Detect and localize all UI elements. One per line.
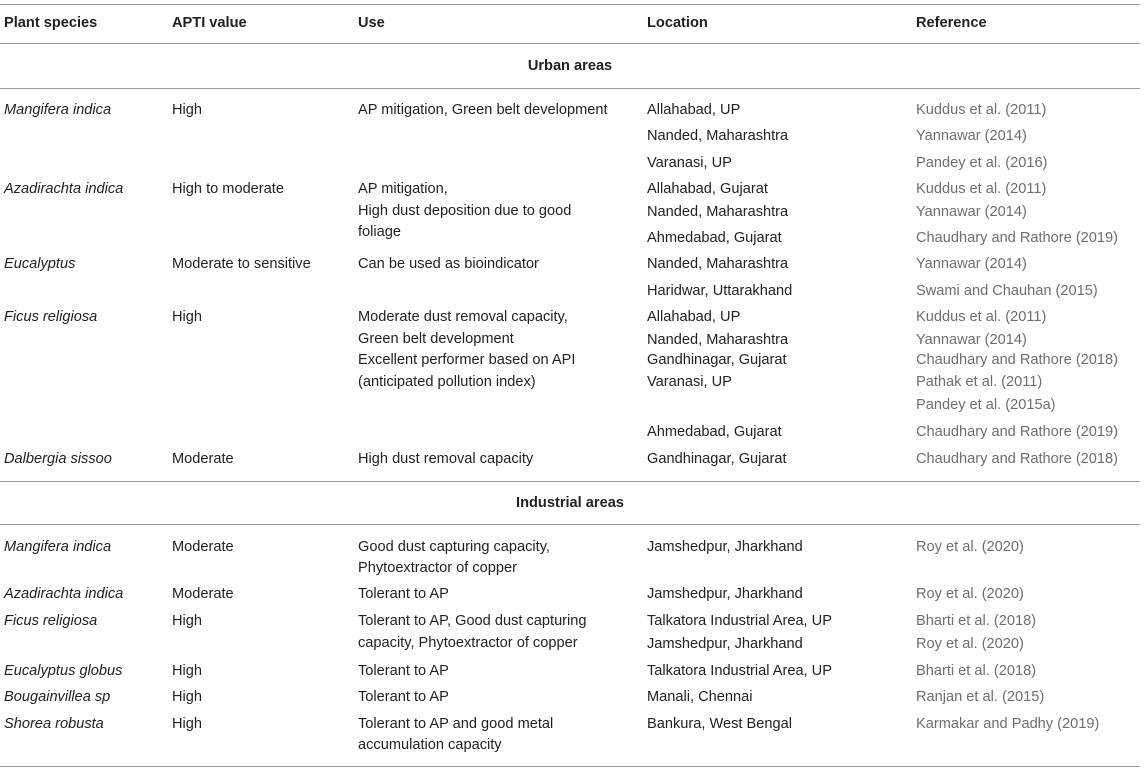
location-cell: Nanded, Maharashtra — [647, 204, 789, 220]
apti-cell: Moderate — [172, 451, 234, 467]
use-line: foliage — [358, 224, 402, 240]
location-cell: Haridwar, Uttarakhand — [647, 283, 793, 299]
rule-urban-section — [0, 88, 1140, 89]
rule-industrial-top — [0, 481, 1140, 482]
location-cell: Manali, Chennai — [647, 689, 753, 705]
header-location: Location — [647, 15, 708, 31]
reference-cell: Ranjan et al. (2015) — [916, 689, 1045, 705]
species-cell: Ficus religiosa — [4, 613, 98, 629]
apti-cell: Moderate — [172, 586, 234, 602]
reference-cell: Swami and Chauhan (2015) — [916, 283, 1098, 299]
location-cell: Allahabad, Gujarat — [647, 181, 768, 197]
apti-cell: High — [172, 716, 203, 732]
use-line: Tolerant to AP — [358, 663, 449, 679]
use-line: accumulation capacity — [358, 737, 502, 753]
reference-cell: Yannawar (2014) — [916, 204, 1027, 220]
location-cell: Allahabad, UP — [647, 102, 741, 118]
apti-cell: High — [172, 663, 203, 679]
reference-cell: Yannawar (2014) — [916, 128, 1027, 144]
apti-cell: Moderate — [172, 539, 234, 555]
reference-cell: Kuddus et al. (2011) — [916, 181, 1047, 197]
species-cell: Bougainvillea sp — [4, 689, 111, 705]
use-line: capacity, Phytoextractor of copper — [358, 635, 578, 651]
use-line: AP mitigation, Green belt development — [358, 102, 608, 118]
location-cell: Ahmedabad, Gujarat — [647, 230, 782, 246]
apti-cell: High — [172, 689, 203, 705]
reference-cell: Chaudhary and Rathore (2019) — [916, 230, 1119, 246]
reference-cell: Chaudhary and Rathore (2018) — [916, 451, 1119, 467]
reference-cell: Roy et al. (2020) — [916, 636, 1024, 652]
reference-cell: Chaudhary and Rathore (2018) — [916, 352, 1119, 368]
species-cell: Azadirachta indica — [4, 586, 124, 602]
use-line: Moderate dust removal capacity, — [358, 309, 568, 325]
reference-cell: Chaudhary and Rathore (2019) — [916, 424, 1119, 440]
use-line: Green belt development — [358, 331, 514, 347]
reference-cell: Bharti et al. (2018) — [916, 613, 1037, 629]
section-title-urban: Urban areas — [527, 58, 613, 74]
location-cell: Varanasi, UP — [647, 155, 732, 171]
header-use: Use — [358, 15, 385, 31]
species-cell: Shorea robusta — [4, 716, 104, 732]
location-cell: Nanded, Maharashtra — [647, 128, 789, 144]
species-cell: Eucalyptus globus — [4, 663, 123, 679]
use-line: Tolerant to AP — [358, 586, 449, 602]
section-title-industrial: Industrial areas — [516, 495, 624, 511]
use-line: Can be used as bioindicator — [358, 256, 539, 272]
location-cell: Talkatora Industrial Area, UP — [647, 613, 832, 629]
species-cell: Ficus religiosa — [4, 309, 98, 325]
reference-cell: Pathak et al. (2011) — [916, 374, 1043, 390]
rule-industrial-section — [0, 524, 1140, 525]
use-line: Phytoextractor of copper — [358, 560, 517, 576]
reference-cell: Pandey et al. (2016) — [916, 155, 1048, 171]
species-cell: Azadirachta indica — [4, 181, 124, 197]
reference-cell: Kuddus et al. (2011) — [916, 309, 1047, 325]
location-cell: Allahabad, UP — [647, 309, 741, 325]
reference-cell: Roy et al. (2020) — [916, 539, 1024, 555]
use-line: High dust deposition due to good — [358, 203, 572, 219]
use-line: Tolerant to AP, Good dust capturing — [358, 613, 587, 629]
reference-cell: Karmakar and Padhy (2019) — [916, 716, 1100, 732]
species-cell: Eucalyptus — [4, 256, 76, 272]
use-line: High dust removal capacity — [358, 451, 534, 467]
location-cell: Ahmedabad, Gujarat — [647, 424, 782, 440]
apti-cell: Moderate to sensitive — [172, 256, 311, 272]
header-apti-value: APTI value — [172, 15, 247, 31]
location-cell: Nanded, Maharashtra — [647, 332, 789, 348]
apti-cell: High — [172, 309, 203, 325]
use-line: Tolerant to AP and good metal — [358, 716, 554, 732]
location-cell: Gandhinagar, Gujarat — [647, 352, 787, 368]
header-plant-species: Plant species — [4, 15, 98, 31]
species-cell: Mangifera indica — [4, 539, 112, 555]
location-cell: Varanasi, UP — [647, 374, 732, 390]
reference-cell: Pandey et al. (2015a) — [916, 397, 1056, 413]
header-reference: Reference — [916, 15, 987, 31]
reference-cell: Kuddus et al. (2011) — [916, 102, 1047, 118]
use-line: (anticipated pollution index) — [358, 374, 536, 390]
location-cell: Bankura, West Bengal — [647, 716, 792, 732]
location-cell: Jamshedpur, Jharkhand — [647, 586, 803, 602]
use-line: Tolerant to AP — [358, 689, 449, 705]
species-cell: Dalbergia sissoo — [4, 451, 112, 467]
location-cell: Jamshedpur, Jharkhand — [647, 539, 803, 555]
apti-cell: High — [172, 613, 203, 629]
location-cell: Talkatora Industrial Area, UP — [647, 663, 832, 679]
use-line: AP mitigation, — [358, 181, 448, 197]
location-cell: Jamshedpur, Jharkhand — [647, 636, 803, 652]
use-line: Excellent performer based on API — [358, 352, 576, 368]
use-line: Good dust capturing capacity, — [358, 539, 550, 555]
reference-cell: Yannawar (2014) — [916, 332, 1027, 348]
rule-header-bottom — [0, 43, 1140, 44]
rule-top — [0, 4, 1140, 5]
apti-cell: High to moderate — [172, 181, 284, 197]
location-cell: Gandhinagar, Gujarat — [647, 451, 787, 467]
species-cell: Mangifera indica — [4, 102, 112, 118]
apti-cell: High — [172, 102, 203, 118]
reference-cell: Yannawar (2014) — [916, 256, 1027, 272]
reference-cell: Roy et al. (2020) — [916, 586, 1024, 602]
rule-bottom — [0, 766, 1140, 767]
location-cell: Nanded, Maharashtra — [647, 256, 789, 272]
reference-cell: Bharti et al. (2018) — [916, 663, 1037, 679]
